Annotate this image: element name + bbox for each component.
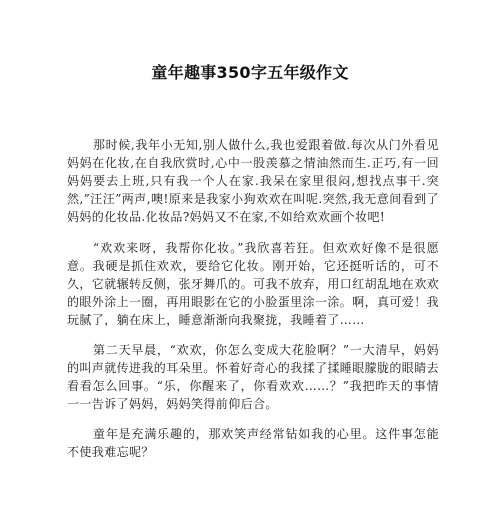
article-body <box>67 136 439 473</box>
paragraph-1: 那时候,我年小无知,别人做什么,我也爱跟着做.每次从门外看见妈妈在化妆,在自我欣赏时,心中一股羡慕之情油然而生.正巧,有一回妈妈要去上班,只有我一个人在家.我呆在家里很闷,想找点事干.突然,”汪汪”两声,噢!原来是我家小狗欢欢在叫呢.突然,我无意间看到了妈妈的化妆品.化妆品?妈妈又不在家,不如给欢欢画个妆吧! <box>67 138 439 224</box>
document-title: 童年趣事350字五年级作文 <box>151 63 349 82</box>
paragraph-2: “欢欢来呀，我帮你化妆。”我欣喜若狂。但欢欢好像不是很愿意。我硬是抓住欢欢，要给它化妆。刚开始，它还挺听话的，可不久，它就辗转反侧，张牙舞爪的。可我不放弃，用口红胡乱地在欢欢的眼外涂上一圈，再用眼影在它的小脸蛋里涂一涂。啊，真可爱！我玩腻了，躺在床上，睡意渐渐向我聚拢，我睡着了…… <box>67 241 440 327</box>
paragraph-4: 童年是充满乐趣的，那欢笑声经常钻如我的心里。这件事怎能不使我难忘呢？ <box>67 427 439 459</box>
paragraph-3: 第二天早晨，“欢欢，你怎么变成大花脸啊？”一大清早，妈妈的叫声就传进我的耳朵里。怀着好奇心的我揉了揉睡眼朦胧的眼睛去看看怎么回事。“乐，你醒来了，你看欢欢……？”我把昨天的事情一一告诉了妈妈，妈妈笑得前仰后合。 <box>67 343 440 411</box>
